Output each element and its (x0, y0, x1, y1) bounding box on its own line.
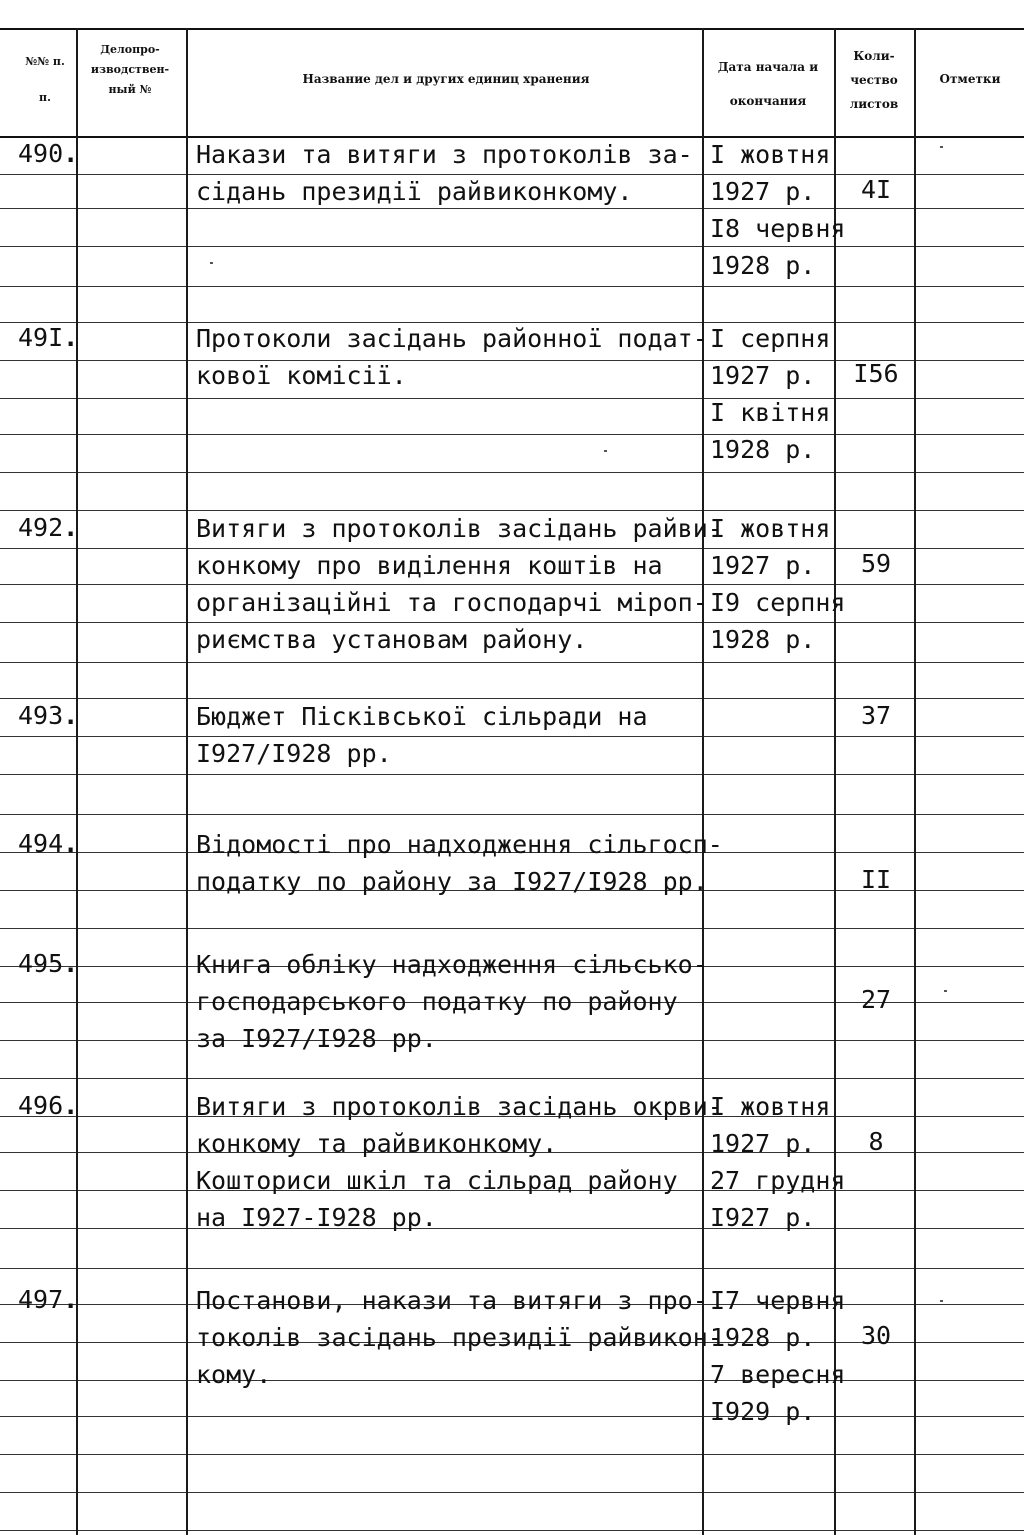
record-title-line: кому. (196, 1360, 272, 1389)
scan-speck (940, 146, 943, 148)
row-rule (0, 286, 1024, 287)
record-number-dot: . (63, 949, 79, 978)
record-number-text: 493 (18, 701, 64, 730)
record-title (196, 946, 706, 1057)
record-title-line: Витяги з протоколів засідань райви- (196, 514, 723, 543)
record-date-line: I929 р. (710, 1397, 816, 1426)
record-date-line: 1927 р. (710, 361, 816, 390)
row-rule (0, 814, 1024, 815)
record-title-line: Протоколи засідань районної подат- (196, 324, 708, 353)
record-title-line: Бюджет Пісківської сільради на (196, 702, 648, 731)
record-title (196, 1088, 723, 1236)
record-title-line: за I927/I928 рр. (196, 1024, 437, 1053)
record-title-line: риємства установам району. (196, 625, 588, 654)
record-title-line: сідань президії райвиконкому. (196, 177, 633, 206)
record-title-line: Витяги з протоколів засідань окрви- (196, 1092, 723, 1121)
record-title-line: Постанови, накази та витяги з про- (196, 1286, 708, 1315)
record-title-line: I927/I928 рр. (196, 739, 392, 768)
record-dates (710, 510, 845, 658)
record-date-line: 1928 р. (710, 625, 816, 654)
record-date-line: 7 вересня (710, 1360, 846, 1389)
record-title (196, 510, 723, 658)
record-number-dot: . (63, 323, 79, 352)
record-title (196, 1282, 723, 1393)
record-title-line: Книга обліку надходження сільсько- (196, 950, 708, 979)
record-title-line: господарського податку по району (196, 987, 678, 1016)
record-number-text: 492 (18, 513, 64, 542)
record-dates (710, 136, 845, 284)
record-sheet-count: II (860, 865, 892, 894)
record-sheet-count: I56 (853, 359, 899, 388)
record-date-line: I8 червня (710, 214, 846, 243)
row-rule (0, 774, 1024, 775)
header-number: №№ п. п. (25, 55, 65, 104)
record-date-line: 1928 р. (710, 1323, 816, 1352)
row-rule (0, 1530, 1024, 1531)
row-rule (0, 1416, 1024, 1417)
record-title-line: конкому про виділення коштів на (196, 551, 663, 580)
record-number-dot: . (63, 1285, 79, 1314)
record-number (18, 830, 78, 858)
record-number-dot: . (63, 829, 79, 858)
row-rule (0, 398, 1024, 399)
record-number (18, 140, 78, 168)
record-date-line: I9 серпня (710, 588, 846, 617)
record-title-line: конкому та райвиконкому. (196, 1129, 558, 1158)
column-divider (914, 28, 916, 1535)
record-number-text: 490 (18, 139, 64, 168)
record-number-text: 494 (18, 829, 64, 858)
row-rule (0, 662, 1024, 663)
record-number (18, 1286, 78, 1314)
record-number (18, 950, 78, 978)
record-sheet-count: 30 (860, 1321, 892, 1350)
record-date-line: I жовтня (710, 140, 831, 169)
record-title (196, 826, 723, 900)
row-rule (0, 1492, 1024, 1493)
record-title-line: токолів засідань президії райвикон- (196, 1323, 723, 1352)
record-sheet-count: 59 (860, 549, 892, 578)
scan-speck (210, 262, 213, 264)
record-dates (710, 320, 830, 468)
record-title-line: кової комісії. (196, 361, 407, 390)
row-rule (0, 472, 1024, 473)
header-sheet-count: Коли- чество листов (849, 49, 899, 111)
record-number (18, 1092, 78, 1120)
record-sheet-count: 4I (860, 175, 892, 204)
record-number (18, 514, 78, 542)
record-sheet-count: 27 (860, 985, 892, 1014)
record-number-dot: . (63, 513, 79, 542)
record-title-line: на I927-I928 рр. (196, 1203, 437, 1232)
row-rule (0, 434, 1024, 435)
record-number-dot: . (63, 1091, 79, 1120)
record-number (18, 324, 78, 352)
record-number-text: 49I (18, 323, 64, 352)
scan-speck (604, 450, 607, 452)
row-rule (0, 1268, 1024, 1269)
record-number-text: 495 (18, 949, 64, 978)
record-title-line: податку по району за I927/I928 рр. (196, 867, 708, 896)
record-date-line: 1927 р. (710, 1129, 816, 1158)
record-date-line: 1928 р. (710, 435, 816, 464)
record-date-line: I7 червня (710, 1286, 846, 1315)
record-date-line: I серпня (710, 324, 831, 353)
record-sheet-count: 8 (868, 1127, 884, 1156)
scan-speck (944, 990, 947, 992)
row-rule (0, 1454, 1024, 1455)
column-divider (186, 28, 188, 1535)
scan-speck (940, 1300, 943, 1302)
record-dates (710, 1282, 845, 1430)
record-date-line: 1927 р. (710, 551, 816, 580)
record-number-dot: . (63, 139, 79, 168)
header-title: Название дел и других единиц хранения (302, 72, 590, 86)
record-title (196, 320, 706, 394)
header-dates: Дата начала и окончания (717, 60, 819, 108)
record-date-line: I жовтня (710, 1092, 831, 1121)
record-title-line: Накази та витяги з протоколів за- (196, 140, 693, 169)
record-title-line: Відомості про надходження сільгосп- (196, 830, 723, 859)
record-date-line: 1928 р. (710, 251, 816, 280)
record-number (18, 702, 78, 730)
record-dates (710, 1088, 845, 1236)
record-number-text: 496 (18, 1091, 64, 1120)
record-title-line: Кошториси шкіл та сільрад району (196, 1166, 678, 1195)
record-title (196, 698, 706, 772)
row-rule (0, 1078, 1024, 1079)
header-office-number: Делопро- изводствен- ный № (90, 43, 170, 96)
record-title (196, 136, 706, 210)
record-sheet-count: 37 (860, 701, 892, 730)
row-rule (0, 246, 1024, 247)
record-number-text: 497 (18, 1285, 64, 1314)
record-date-line: I квітня (710, 398, 831, 427)
record-number-dot: . (63, 701, 79, 730)
record-title-line: організаційні та господарчі міроп- (196, 588, 708, 617)
row-rule (0, 928, 1024, 929)
record-date-line: 1927 р. (710, 177, 816, 206)
header-top-rule (0, 28, 1024, 30)
record-date-line: I жовтня (710, 514, 831, 543)
header-notes: Отметки (939, 72, 1001, 86)
record-date-line: I927 р. (710, 1203, 816, 1232)
record-date-line: 27 грудня (710, 1166, 846, 1195)
